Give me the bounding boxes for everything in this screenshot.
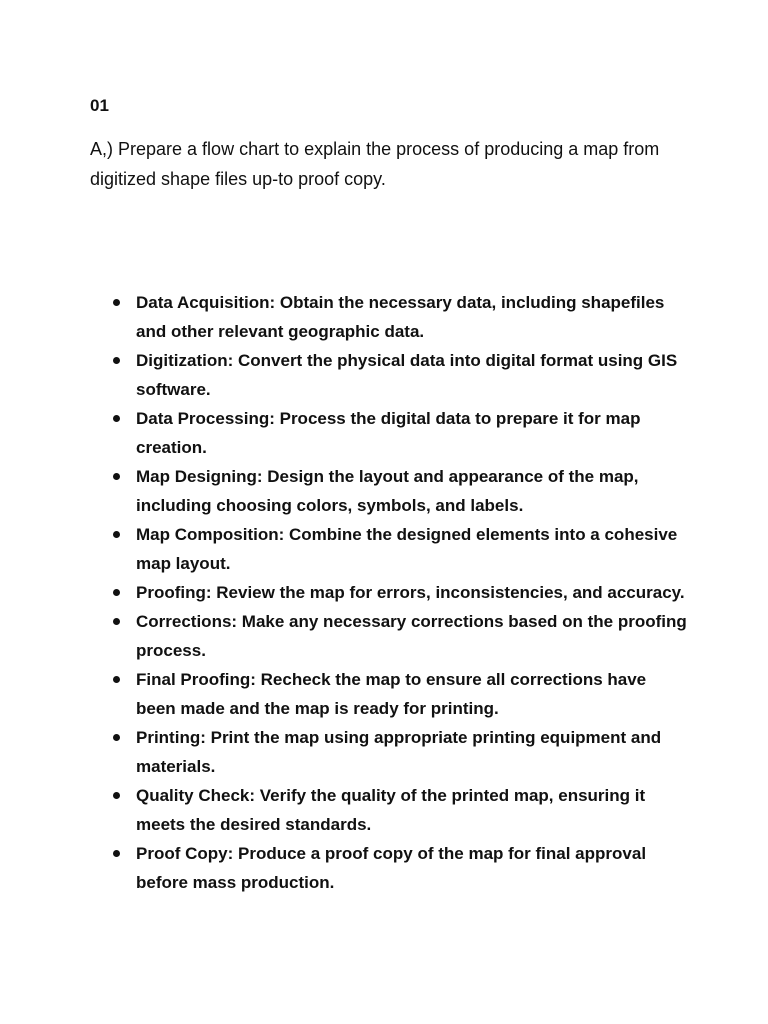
- list-item: [107, 607, 687, 665]
- list-item: [107, 781, 687, 839]
- bullet-icon: [113, 792, 120, 799]
- bullet-icon: [113, 734, 120, 741]
- bullet-icon: [113, 589, 120, 596]
- bullet-icon: [113, 299, 120, 306]
- list-item: [107, 723, 687, 781]
- bullet-icon: [113, 676, 120, 683]
- list-item-text: Proof Copy: Produce a proof copy of the map for final approval before mass production.: [136, 844, 647, 892]
- bullet-icon: [113, 850, 120, 857]
- list-item: [107, 520, 687, 578]
- list-item: [107, 404, 687, 462]
- list-item-text: Digitization: Convert the physical data into digital format using GIS software.: [136, 351, 678, 399]
- bullet-icon: [113, 531, 120, 538]
- list-item-text: Corrections: Make any necessary corrections based on the proofing process.: [136, 612, 687, 660]
- list-item-text: Map Designing: Design the layout and appearance of the map, including choosing colors, symbols, and labels.: [136, 467, 639, 515]
- list-item-text: Printing: Print the map using appropriate printing equipment and materials.: [136, 728, 662, 776]
- list-item-text: Final Proofing: Recheck the map to ensure all corrections have been made and the map is ready for printing.: [136, 670, 647, 718]
- list-item: [107, 462, 687, 520]
- bullet-icon: [113, 618, 120, 625]
- list-item: [107, 665, 687, 723]
- question-text: A,) Prepare a flow chart to explain the process of producing a map from digitized shape files up-to proof copy.: [90, 139, 660, 189]
- list-item: [107, 346, 687, 404]
- question-number: 01: [90, 96, 109, 115]
- list-item-text: Data Acquisition: Obtain the necessary data, including shapefiles and other relevant geographic data.: [136, 293, 665, 341]
- bullet-icon: [113, 415, 120, 422]
- list-item: [107, 578, 687, 607]
- list-item-text: Data Processing: Process the digital data to prepare it for map creation.: [136, 409, 641, 457]
- list-item-text: Map Composition: Combine the designed elements into a cohesive map layout.: [136, 525, 678, 573]
- list-item: [107, 839, 687, 897]
- bullet-icon: [113, 357, 120, 364]
- bullet-icon: [113, 473, 120, 480]
- list-item-text: Quality Check: Verify the quality of the printed map, ensuring it meets the desired standards.: [136, 786, 646, 834]
- list-item-text: Proofing: Review the map for errors, inconsistencies, and accuracy.: [136, 583, 685, 602]
- list-item: [107, 288, 687, 346]
- process-step-list: [107, 288, 687, 897]
